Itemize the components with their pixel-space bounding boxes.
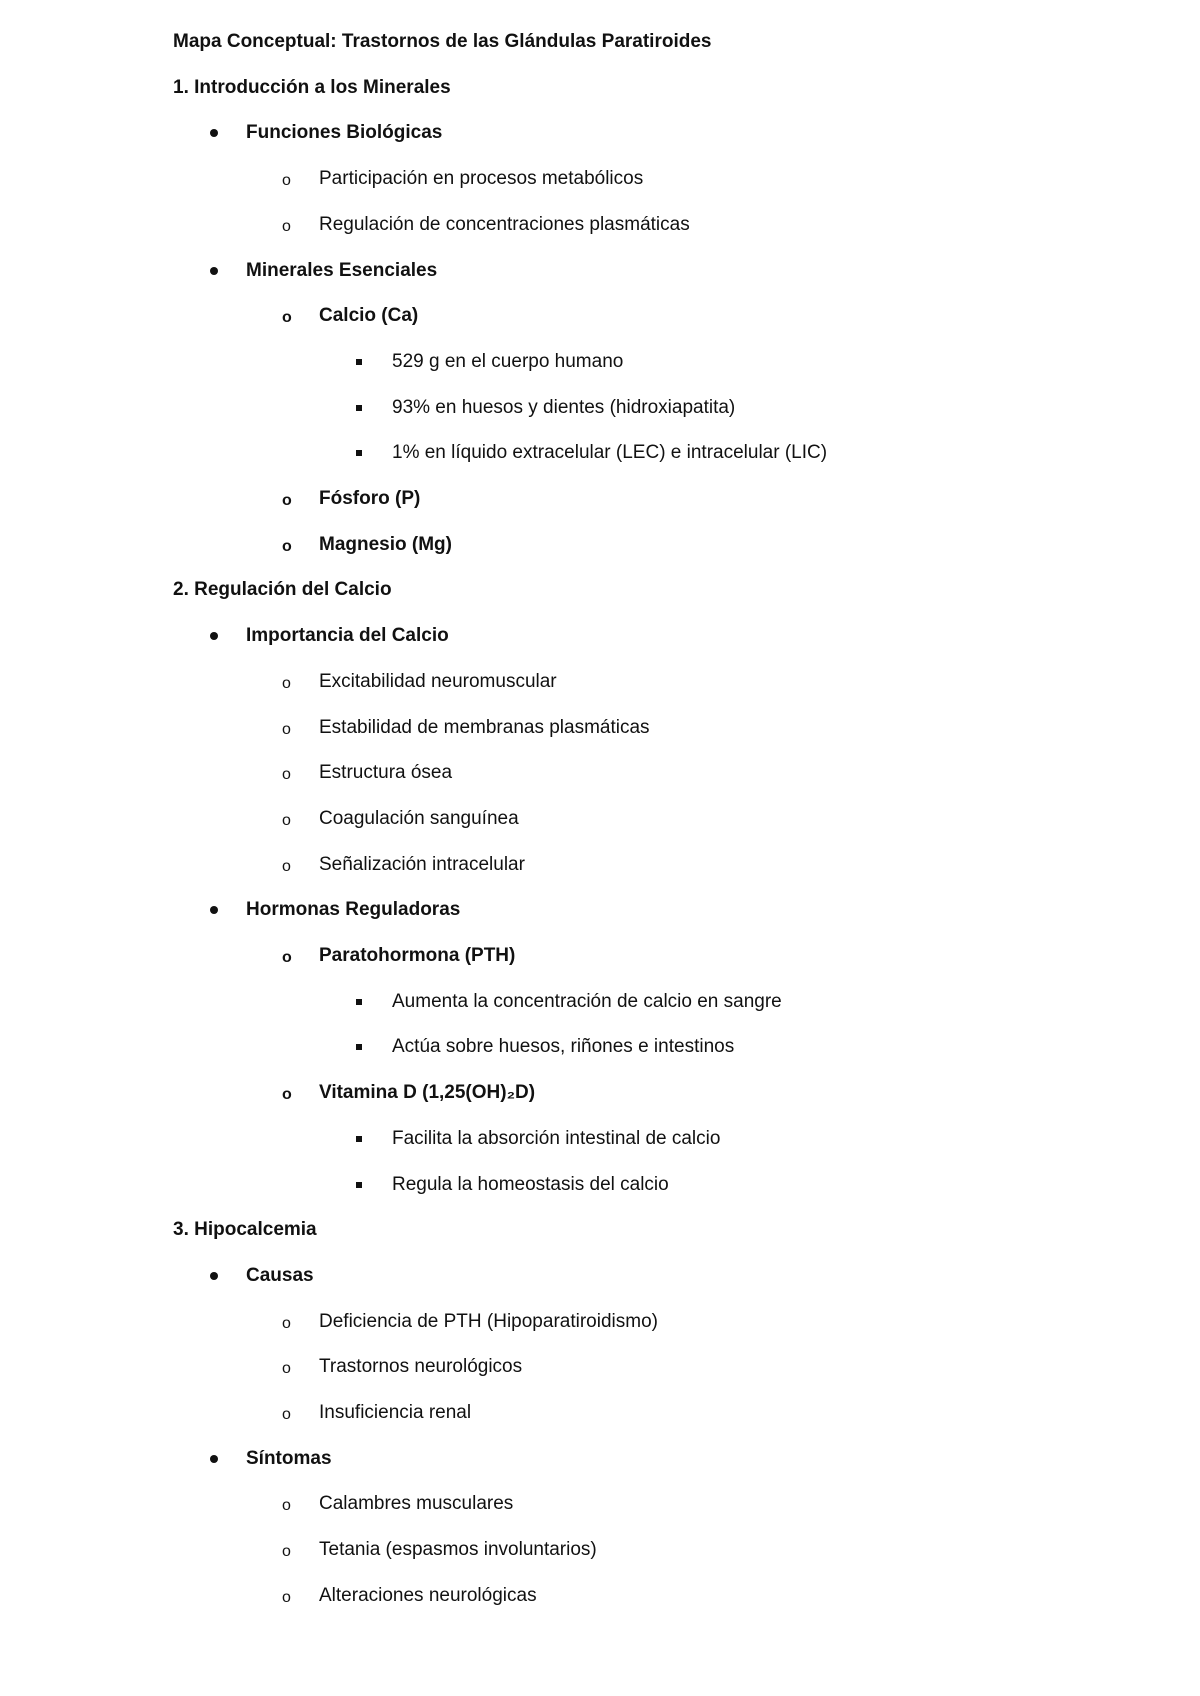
- outline-item: [282, 1401, 472, 1425]
- outline-item: [246, 259, 437, 283]
- bullet-disc-icon: [210, 1455, 218, 1463]
- outline-text: Causas: [246, 1264, 314, 1286]
- outline-text: Excitabilidad neuromuscular: [319, 670, 557, 692]
- bullet-square-icon: [356, 359, 362, 365]
- outline-text: Mapa Conceptual: Trastornos de las Glándulas Paratiroides: [173, 31, 712, 52]
- bullet-disc-icon: [210, 1272, 218, 1280]
- outline-item: [282, 1310, 658, 1334]
- outline-item: [282, 670, 557, 694]
- bullet-circle-icon: o: [282, 1588, 291, 1606]
- bullet-circle-icon: o: [282, 1086, 292, 1104]
- bullet-square-icon: [356, 1136, 362, 1142]
- outline-item: [282, 1492, 514, 1516]
- outline-text: Tetania (espasmos involuntarios): [319, 1539, 597, 1561]
- bullet-circle-icon: o: [282, 857, 291, 875]
- outline-item: [246, 1264, 314, 1288]
- outline-item: [282, 213, 690, 237]
- outline-text: Magnesio (Mg): [319, 533, 452, 555]
- outline-item: [246, 898, 460, 922]
- bullet-circle-icon: o: [282, 1497, 291, 1515]
- outline-item: [282, 1081, 536, 1105]
- bullet-circle-icon: o: [282, 537, 292, 555]
- bullet-square-icon: [356, 405, 362, 411]
- outline-item: [392, 396, 735, 420]
- outline-text: Insuficiencia renal: [319, 1402, 472, 1423]
- outline-text: Deficiencia de PTH (Hipoparatiroidismo): [319, 1310, 658, 1332]
- outline-text: 1. Introducción a los Minerales: [173, 76, 451, 98]
- outline-text: 93% en huesos y dientes (hidroxiapatita): [392, 396, 736, 418]
- bullet-circle-icon: o: [282, 949, 292, 966]
- outline-item: [282, 533, 452, 557]
- bullet-circle-icon: o: [282, 1360, 291, 1378]
- outline-item: [282, 1584, 537, 1608]
- outline-item: [282, 487, 421, 511]
- outline-text: 2. Regulación del Calcio: [173, 579, 392, 601]
- bullet-circle-icon: o: [282, 217, 291, 235]
- outline-item: [282, 304, 419, 328]
- outline-item: [246, 121, 442, 145]
- bullet-circle-icon: o: [282, 811, 291, 829]
- bullet-circle-icon: o: [282, 309, 292, 327]
- outline-item: [282, 1538, 597, 1562]
- outline-text: 1% en líquido extracelular (LEC) e intracelular (LIC): [392, 442, 828, 464]
- outline-item: [392, 441, 827, 465]
- outline-text: Calcio (Ca): [319, 305, 419, 327]
- bullet-circle-icon: o: [282, 674, 291, 692]
- outline-item: [392, 1173, 669, 1197]
- outline-item: [282, 761, 453, 785]
- bullet-circle-icon: o: [282, 172, 291, 190]
- outline-item: [392, 350, 623, 374]
- outline-text: Hormonas Reguladoras: [246, 899, 461, 921]
- outline-item: [246, 1447, 332, 1471]
- bullet-circle-icon: o: [282, 720, 291, 738]
- outline-text: Coagulación sanguínea: [319, 807, 519, 829]
- outline-item: [392, 1035, 734, 1059]
- outline-text: Estructura ósea: [319, 762, 453, 784]
- outline-item: [282, 944, 516, 968]
- bullet-circle-icon: o: [282, 492, 292, 509]
- outline-item: [282, 853, 525, 877]
- outline-text: Funciones Biológicas: [246, 122, 443, 144]
- outline-text: Calambres musculares: [319, 1493, 514, 1515]
- outline-text: Participación en procesos metabólicos: [319, 168, 644, 190]
- outline-text: Facilita la absorción intestinal de calcio: [392, 1127, 721, 1149]
- bullet-circle-icon: o: [282, 1406, 291, 1423]
- outline-heading: [173, 1218, 317, 1242]
- outline-text: 529 g en el cuerpo humano: [392, 350, 624, 372]
- outline-item: [282, 1355, 523, 1379]
- bullet-disc-icon: [210, 906, 218, 914]
- outline-item: [392, 1127, 720, 1151]
- bullet-disc-icon: [210, 267, 218, 275]
- bullet-square-icon: [356, 450, 362, 456]
- outline-item: [282, 716, 650, 740]
- bullet-square-icon: [356, 1182, 362, 1188]
- bullet-circle-icon: o: [282, 1543, 291, 1561]
- outline-text: Regula la homeostasis del calcio: [392, 1173, 669, 1195]
- bullet-square-icon: [356, 999, 362, 1005]
- outline-item: [246, 624, 449, 648]
- outline-item: [282, 167, 644, 191]
- outline-text: Aumenta la concentración de calcio en sangre: [392, 990, 782, 1012]
- bullet-disc-icon: [210, 632, 218, 640]
- outline-text: Señalización intracelular: [319, 853, 525, 875]
- outline-text: Vitamina D (1,25(OH)₂D): [319, 1082, 536, 1104]
- bullet-circle-icon: o: [282, 1314, 291, 1332]
- bullet-disc-icon: [210, 129, 218, 137]
- outline-text: 3. Hipocalcemia: [173, 1219, 317, 1241]
- outline-text: Regulación de concentraciones plasmáticas: [319, 213, 690, 235]
- outline-heading: [173, 30, 711, 54]
- outline-item: [392, 990, 782, 1014]
- outline-text: Fósforo (P): [319, 488, 421, 509]
- outline-heading: [173, 578, 392, 602]
- outline-text: Minerales Esenciales: [246, 259, 438, 281]
- outline-heading: [173, 76, 451, 100]
- outline-text: Estabilidad de membranas plasmáticas: [319, 716, 650, 738]
- outline-text: Importancia del Calcio: [246, 625, 449, 647]
- outline-text: Actúa sobre huesos, riñones e intestinos: [392, 1036, 735, 1058]
- outline-item: [282, 807, 519, 831]
- outline-text: Trastornos neurológicos: [319, 1356, 523, 1378]
- outline-text: Síntomas: [246, 1447, 332, 1469]
- outline-text: Alteraciones neurológicas: [319, 1584, 537, 1606]
- outline-text: Paratohormona (PTH): [319, 945, 516, 966]
- bullet-square-icon: [356, 1044, 362, 1050]
- bullet-circle-icon: o: [282, 766, 291, 784]
